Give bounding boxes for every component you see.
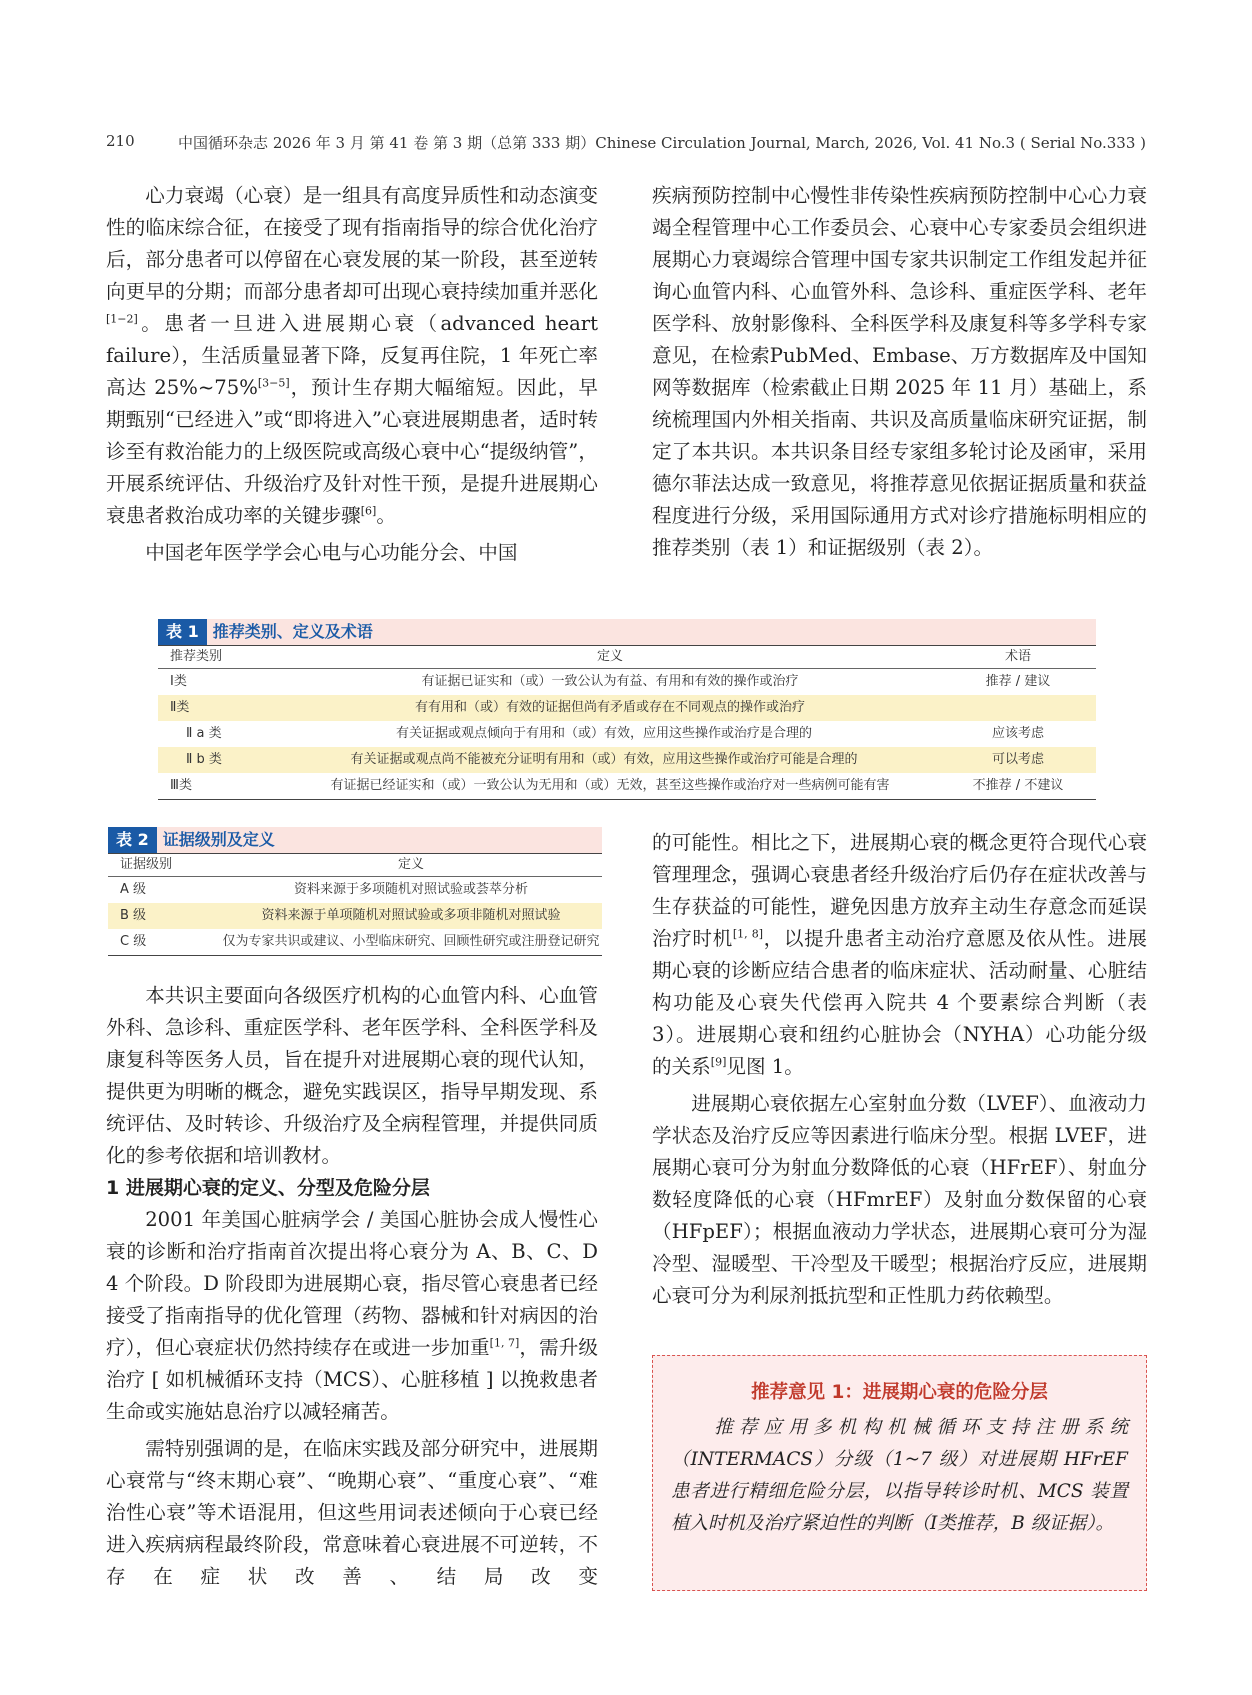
left-column-bottom bbox=[106, 980, 598, 1593]
table-row: Ⅱ b 类 有关证据或观点尚不能被充分证明有用和（或）有效，应用这些操作或治疗可能是合理的 可以考虑 bbox=[158, 747, 1096, 773]
table-2 bbox=[108, 827, 602, 956]
classification-paragraph: 进展期心衰依据左心室射血分数（LVEF）、血液动力学状态及治疗反应等因素进行临床分型。根据 LVEF，进展期心衰可分为射血分数降低的心衰（HFrEF）、射血分数轻度降低的心衰（HFmrEF）及射血分数保留的心衰（HFpEF）；根据血液动力学状态，进展期心衰可分为湿冷型、湿暖型、干冷型及干暖型；根据治疗反应，进展期心衰可分为利尿剂抵抗型和正性肌力药依赖型。 bbox=[652, 1092, 1147, 1307]
table-1 bbox=[158, 619, 1096, 800]
scope-paragraph: 本共识主要面向各级医疗机构的心血管内科、心血管外科、急诊科、重症医学科、老年医学科、全科医学科及康复科等医务人员，旨在提升对进展期心衰的现代认知，提供更为明晰的概念，避免实践误区，指导早期发现、系统评估、及时转诊、升级治疗及全病程管理，并提供同质化的参考依据和培训教材。 bbox=[106, 984, 598, 1167]
table-row: Ⅱ类 有有用和（或）有效的证据但尚有矛盾或存在不同观点的操作或治疗 bbox=[158, 695, 1096, 721]
table-row: Ⅱ a 类 有关证据或观点倾向于有用和（或）有效，应用这些操作或治疗是合理的 应该考虑 bbox=[186, 726, 1044, 741]
table-2-header-definition: 定义 bbox=[397, 857, 424, 872]
table-row: Ⅰ类 有证据已证实和（或）一致公认为有益、有用和有效的操作或治疗 推荐 / 建议 bbox=[170, 674, 1051, 689]
table-2-tag: 表 2 bbox=[108, 827, 157, 853]
table-1-header-term: 术语 bbox=[1004, 649, 1031, 664]
table-row: B 级 资料来源于单项随机对照试验或多项非随机对照试验 bbox=[108, 903, 602, 929]
recommendation-title: 推荐意见 1：进展期心衰的危险分层 bbox=[751, 1382, 1048, 1403]
methods-paragraph: 疾病预防控制中心慢性非传染性疾病预防控制中心心力衰竭全程管理中心工作委员会、心衰中心专家委员会组织进展期心力衰竭综合管理中国专家共识制定工作组发起并征询心血管内科、心血管外科、急诊科、重症医学科、老年医学科、放射影像科、全科医学科及康复科等多学科专家意见，在检索PubMed、Embase、万方数据库及中国知网等数据库（检索截止日期 2025 年 11 月）基础上，系统梳理国内外相关指南、共识及高质量临床研究证据，制定了本共识。本共识条目经专家组多轮讨论及函审，采用德尔菲法达成一致意见，将推荐意见依据证据质量和获益程度进行分级，采用国际通用方式对诊疗措施标明相应的推荐类别（表 1）和证据级别（表 2）。 bbox=[652, 184, 1147, 559]
table-2-header-row bbox=[108, 853, 602, 877]
table-row: Ⅲ类 有证据已经证实和（或）一致公认为无用和（或）无效，甚至这些操作或治疗对一些病例可能有害 不推荐 / 不建议 bbox=[158, 773, 1096, 800]
definition-paragraph: 2001 年美国心脏病学会 / 美国心脏协会成人慢性心衰的诊断和治疗指南首次提出将心衰分为 A、B、C、D 4 个阶段。D 阶段即为进展期心衰，指尽管心衰患者已经接受了指南指导的优化管理（药物、器械和针对病因的治疗），但心衰症状仍然持续存在或进一步加重[1, 7]，需升级治疗 [ 如机械循环支持（MCS）、心脏移植 ] 以挽救患者生命或实施姑息治疗以减轻痛苦。 bbox=[106, 1208, 599, 1423]
concept-paragraph: 的可能性。相比之下，进展期心衰的概念更符合现代心衰管理理念，强调心衰患者经升级治疗后仍存在症状改善与生存获益的可能性，避免因患方放弃主动生存意念而延误治疗时机[1, 8]，以提升患者主动治疗意愿及依从性。进展期心衰的诊断应结合患者的临床症状、活动耐量、心脏结构功能及心衰失代偿再入院共 4 个要素综合判断（表 3）。进展期心衰和纽约心脏协会（NYHA）心功能分级的关系[9]见图 1。 bbox=[652, 831, 1148, 1078]
page-number: 210 bbox=[106, 132, 135, 150]
recommendation-box bbox=[652, 1355, 1147, 1591]
table-1-header-definition: 定义 bbox=[596, 649, 623, 664]
right-column-top bbox=[652, 180, 1147, 564]
table-1-title bbox=[158, 619, 1096, 645]
table-row: A 级 资料来源于多项随机对照试验或荟萃分析 bbox=[120, 882, 528, 897]
left-column-top bbox=[106, 180, 598, 569]
table-1-name: 推荐类别、定义及术语 bbox=[207, 619, 1096, 645]
table-row: C 级 仅为专家共识或建议、小型临床研究、回顾性研究或注册登记研究 bbox=[108, 929, 602, 956]
terminology-paragraph: 需特别强调的是，在临床实践及部分研究中，进展期心衰常与“终末期心衰”、“晚期心衰”、“重度心衰”、“难治性心衰”等术语混用，但这些用词表述倾向于心衰已经进入疾病病程最终阶段，常意味着心衰进展不可逆转，不存在症状改善、结局改变 bbox=[106, 1437, 598, 1588]
running-header bbox=[106, 132, 1146, 154]
table-1-tag: 表 1 bbox=[158, 619, 207, 645]
table-1-header-category: 推荐类别 bbox=[170, 649, 223, 664]
intro-paragraph-1: 心力衰竭（心衰）是一组具有高度异质性和动态演变性的临床综合征，在接受了现有指南指导的综合优化治疗后，部分患者可以停留在心衰发展的某一阶段，甚至逆转向更早的分期；而部分患者却可出现心衰持续加重并恶化[1−2]。患者一旦进入进展期心衰（advanced heart failure），生活质量显著下降，反复再住院，1 年死亡率高达 25%~75%[3−5]，预计生存期大幅缩短。因此，早期甄别“已经进入”或“即将进入”心衰进展期患者，适时转诊至有救治能力的上级医院或高级心衰中心“提级纳管”，开展系统评估、升级治疗及针对性干预，是提升进展期心衰患者救治成功率的关键步骤[6]。 bbox=[106, 184, 598, 527]
table-2-name: 证据级别及定义 bbox=[157, 827, 602, 853]
table-1-header-row bbox=[158, 645, 1096, 669]
recommendation-body: 推荐应用多机构机械循环支持注册系统（INTERMACS）分级（1~7 级）对进展期 HFrEF 患者进行精细危险分层，以指导转诊时机、MCS 装置植入时机及治疗紧迫性的判断（Ⅰ类推荐，B 级证据）。 bbox=[671, 1417, 1128, 1534]
right-column-bottom bbox=[652, 827, 1147, 1312]
journal-citation: 中国循环杂志 2026 年 3 月 第 41 卷 第 3 期（总第 333 期）Chinese Circulation Journal, March, 2026, Vol. 41 No.3 ( Serial No.333 ) bbox=[178, 134, 1146, 152]
intro-paragraph-2: 中国老年医学学会心电与心功能分会、中国 bbox=[145, 541, 518, 564]
table-2-title bbox=[108, 827, 602, 853]
section-heading-1: 1 进展期心衰的定义、分型及危险分层 bbox=[106, 1177, 430, 1199]
table-2-header-level: 证据级别 bbox=[120, 857, 173, 872]
